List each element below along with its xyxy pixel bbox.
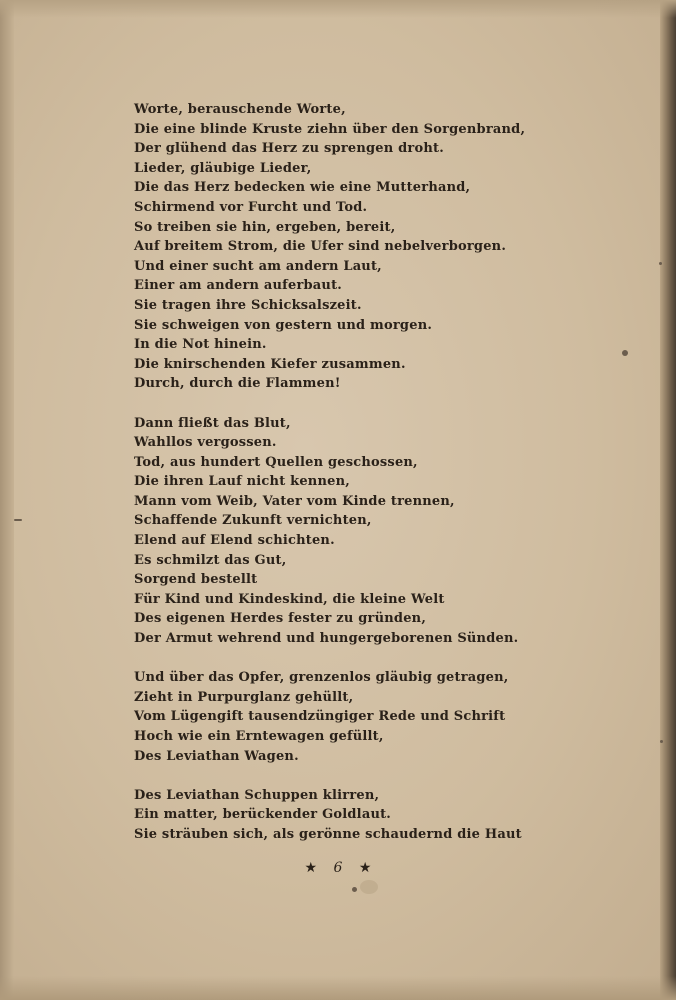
- poem-line: Sorgend bestellt: [134, 572, 258, 588]
- stanza: [134, 414, 519, 649]
- poem-line: In die Not hinein.: [134, 337, 267, 353]
- poem-line: Für Kind und Kindeskind, die kleine Welt: [134, 591, 445, 607]
- poem-line: Sie schweigen von gestern und morgen.: [134, 317, 433, 333]
- page-top-shade: [0, 0, 676, 18]
- stanza: [134, 668, 509, 766]
- poem-line: Auf breitem Strom, die Ufer sind nebelverborgen.: [134, 239, 507, 255]
- paper-speck: [660, 740, 663, 743]
- poem-line: Schaffende Zukunft vernichten,: [134, 513, 372, 529]
- star-ornament-icon: ★: [304, 860, 318, 876]
- paper-speck: [659, 262, 662, 265]
- poem-line: Sie tragen ihre Schicksalszeit.: [134, 297, 362, 313]
- poem-line: Der glühend das Herz zu sprengen droht.: [134, 141, 444, 157]
- poem-line: Durch, durch die Flammen!: [134, 376, 341, 392]
- star-ornament-icon: ★: [358, 860, 372, 876]
- stanza: [134, 100, 526, 394]
- poem-line: Die ihren Lauf nicht kennen,: [134, 474, 350, 490]
- poem-line: Schirmend vor Furcht und Tod.: [134, 199, 368, 215]
- page-folio: [0, 860, 676, 876]
- poem-line: Zieht in Purpurglanz gehüllt,: [134, 689, 354, 705]
- poem-line: Einer am andern auferbaut.: [134, 278, 342, 294]
- poem-line: Tod, aus hundert Quellen geschossen,: [134, 454, 418, 470]
- poem-text: [134, 100, 526, 864]
- page-left-edge: [0, 0, 14, 1000]
- poem-line: Ein matter, berückender Goldlaut.: [134, 807, 392, 823]
- poem-line: Die das Herz bedecken wie eine Mutterhand,: [134, 180, 471, 196]
- paper-speck: [352, 887, 357, 892]
- poem-line: Und einer sucht am andern Laut,: [134, 258, 382, 274]
- poem-line: Worte, berauschende Worte,: [134, 102, 346, 117]
- paper-stain: [360, 880, 378, 894]
- poem-line: Die knirschenden Kiefer zusammen.: [134, 356, 406, 372]
- poem-line: Elend auf Elend schichten.: [134, 533, 335, 549]
- paper-speck: [14, 519, 22, 521]
- poem-line: Wahllos vergossen.: [134, 435, 277, 451]
- poem-line: Sie sträuben sich, als gerönne schaudernd die Haut: [134, 826, 522, 842]
- poem-line: So treiben sie hin, ergeben, bereit,: [134, 219, 396, 235]
- poem-line: Der Armut wehrend und hungergeborenen Sünden.: [134, 631, 519, 647]
- page-right-edge: [660, 0, 676, 1000]
- page-number: 6: [333, 860, 343, 876]
- poem-line: Des Leviathan Wagen.: [134, 748, 299, 764]
- poem-line: Dann fließt das Blut,: [134, 415, 291, 431]
- poem-line: Lieder, gläubige Lieder,: [134, 160, 312, 176]
- poem-line: Vom Lügengift tausendzüngiger Rede und Schrift: [134, 709, 506, 725]
- poem-line: Es schmilzt das Gut,: [134, 552, 287, 568]
- poem-line: Hoch wie ein Erntewagen gefüllt,: [134, 729, 384, 744]
- paper-speck: [622, 350, 628, 356]
- poem-line: Des eigenen Herdes fester zu gründen,: [134, 611, 427, 627]
- poem-line: Und über das Opfer, grenzenlos gläubig getragen,: [134, 670, 509, 686]
- poem-line: Die eine blinde Kruste ziehn über den Sorgenbrand,: [134, 121, 526, 137]
- poem-line: Des Leviathan Schuppen klirren,: [134, 787, 380, 803]
- stanza: [134, 786, 522, 845]
- poem-line: Mann vom Weib, Vater vom Kinde trennen,: [134, 493, 455, 509]
- page-bottom-shade: [0, 976, 676, 1000]
